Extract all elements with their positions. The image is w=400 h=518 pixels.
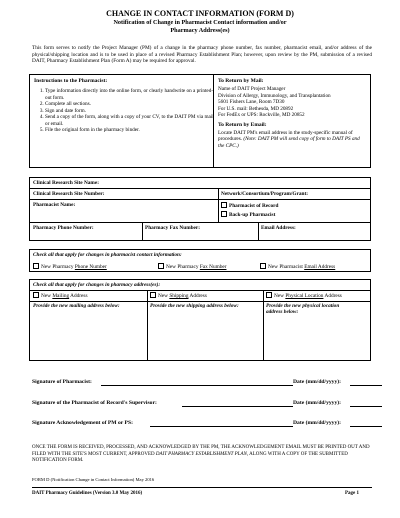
- checkbox[interactable]: [33, 292, 39, 298]
- return-mail-address: [218, 86, 366, 119]
- guidelines-footer: DAIT Pharmacy Guidelines (Version 3.0 May 2016): [32, 491, 143, 496]
- new-phone-option[interactable]: New Pharmacy Phone Number: [33, 263, 107, 270]
- form-subtitle: [20, 19, 380, 35]
- mail-line: 5601 Fishers Lane, Room 7D30: [218, 99, 285, 105]
- checkbox[interactable]: [260, 263, 266, 269]
- signature-label: Signature of the Pharmacist of Record's Supervisor:: [32, 400, 157, 406]
- subtitle-line-1: Notification of Change in Pharmacist Contact information and/or: [113, 19, 287, 26]
- signature-label: Signature Acknowledgement of PM or PS:: [32, 420, 133, 426]
- date-line[interactable]: [350, 406, 382, 407]
- instructions-box: [29, 74, 371, 168]
- return-email-note: (Note: DAIT PM will send copy of form to DAIT PS and the CPC.): [218, 136, 360, 149]
- closing-italic: DAIT PHARMACY ESTABLISHMENT PLAN,: [155, 451, 249, 457]
- contact-changes-box: [29, 249, 371, 272]
- intro-paragraph: This form serves to notify the Project Manager (PM) of a change in the pharmacy phone number, fax number, pharmacist email, and/or address of the physical/shipping location and is to be used in place of a revised Pharmacy Establishment Plan; however, upon review by the PM, submission of a revised DAIT, Pharmacy Establishment Plan (Form A) may be required for approval.: [32, 45, 372, 65]
- instruction-item: 1. Type information directly into the online form, or clearly handwrite on a printed-out form.: [45, 88, 215, 101]
- instruction-item: 3. Sign and date form.: [45, 108, 215, 115]
- physical-address-field[interactable]: Provide the new physical location address below:: [266, 303, 340, 315]
- form-title: CHANGE IN CONTACT INFORMATION (FORM D): [106, 9, 294, 18]
- return-email-text: [218, 130, 366, 150]
- checkbox[interactable]: [266, 292, 272, 298]
- divider: [142, 223, 143, 240]
- shipping-address-field[interactable]: Provide the new shipping address below:: [150, 303, 239, 309]
- pharmacist-of-record-option[interactable]: Pharmacist of Record: [221, 202, 278, 209]
- email-label: Email Address:: [261, 225, 296, 231]
- mail-line: For FedEx or UPS: Rockville, MD 20852: [218, 112, 305, 118]
- fax-label: Pharmacy Fax Number:: [145, 225, 201, 231]
- site-info-table: [29, 177, 371, 241]
- new-mailing-option[interactable]: New Mailing Address: [33, 292, 88, 299]
- checkbox[interactable]: [158, 263, 164, 269]
- site-name-label: Clinical Research Site Name:: [33, 180, 99, 186]
- divider: [218, 189, 219, 199]
- return-mail-heading: To Return by Mail:: [218, 78, 264, 84]
- checkbox[interactable]: [33, 263, 39, 269]
- instruction-item: 5. File the original form in the pharmacy binder.: [45, 127, 215, 134]
- return-email-heading: To Return by Email:: [218, 121, 267, 128]
- instructions-list: [34, 88, 215, 134]
- address-changes-heading: Check all that apply for changes in pharmacy address(es):: [33, 282, 161, 288]
- mailing-address-field[interactable]: Provide the new mailing address below:: [33, 303, 120, 309]
- address-changes-box: [29, 279, 371, 361]
- divider: [263, 290, 264, 360]
- return-email-instructions: Locate DAIT PM's email address in the study-specific manual of procedures.: [218, 129, 353, 142]
- signature-line[interactable]: [101, 385, 293, 386]
- network-label: Network/Consortium/Program/Grant:: [221, 191, 308, 197]
- new-email-option[interactable]: New Pharmacist Email Address: [260, 263, 335, 270]
- pharmacist-row: [30, 200, 370, 223]
- instructions-panel: [30, 75, 214, 167]
- signature-row-pm: [32, 420, 372, 426]
- signature-line[interactable]: [150, 426, 293, 427]
- signature-row-pharmacist: [32, 379, 372, 385]
- form-id-footer: FORM D (Notification Change in Contact Information) May 2016: [32, 477, 155, 482]
- checkbox[interactable]: [221, 211, 227, 217]
- subtitle-line-2: Pharmacy Address(es): [170, 27, 230, 34]
- checkbox[interactable]: [150, 292, 156, 298]
- signature-label: Signature of Pharmacist:: [32, 379, 92, 385]
- phone-fax-email-row: [30, 223, 370, 240]
- divider: [218, 200, 219, 222]
- divider: [258, 223, 259, 240]
- date-label: Date (mm/dd/yyyy):: [293, 420, 342, 426]
- mail-line: Division of Allergy, Immunology, and Transplantation: [218, 92, 331, 99]
- date-line[interactable]: [350, 426, 382, 427]
- site-number-row: [30, 189, 370, 200]
- instruction-item: 4. Send a copy of the form, along with a copy of your CV, to the DAIT PM via mail or email.: [45, 114, 215, 127]
- date-label: Date (mm/dd/yyyy):: [293, 379, 342, 385]
- closing-paragraph: ONCE THE FORM IS RECEIVED, PROCESSED, AND ACKNOWLEDGED BY THE PM, THE ACKNOWLEDGEMENT EMAIL MUST BE PRINTED OUT AND FILED WITH THE SITE'S MOST CURRENT, APPROVED DAIT PHARMACY ESTABLISHMENT PLAN, ALONG WITH A COPY OF THE SUBMITTED NOTIFICATION FORM.: [32, 445, 370, 463]
- instruction-item: 2. Complete all sections.: [45, 101, 215, 108]
- mail-line: Name of DAIT Project Manager: [218, 86, 286, 92]
- phone-label: Pharmacy Phone Number:: [33, 225, 94, 231]
- contact-changes-heading: Check all that apply for changes in pharmacist contact information:: [33, 252, 182, 258]
- signature-line[interactable]: [182, 406, 293, 407]
- date-line[interactable]: [350, 385, 382, 386]
- divider: [30, 301, 370, 302]
- pharmacist-name-label: Pharmacist Name:: [33, 202, 76, 208]
- return-panel: [218, 78, 366, 149]
- new-shipping-option[interactable]: New Shipping Address: [150, 292, 207, 299]
- site-name-row[interactable]: [30, 178, 370, 189]
- footer-rule: [32, 487, 372, 488]
- instructions-heading: Instructions to the Pharmacist:: [34, 78, 108, 84]
- signature-row-supervisor: [32, 400, 372, 406]
- new-fax-option[interactable]: New Pharmacy Fax Number: [158, 263, 226, 270]
- backup-pharmacist-option[interactable]: Back-up Pharmacist: [221, 211, 275, 218]
- site-number-label: Clinical Research Site Number:: [33, 191, 105, 197]
- page-number: Page 1: [345, 491, 360, 496]
- divider: [147, 290, 148, 360]
- date-label: Date (mm/dd/yyyy):: [293, 400, 342, 406]
- mail-line: For U.S. mail: Bethesda, MD 20892: [218, 105, 294, 112]
- new-physical-option[interactable]: New Physical Location Address: [266, 292, 342, 299]
- divider: [30, 290, 370, 291]
- checkbox[interactable]: [221, 202, 227, 208]
